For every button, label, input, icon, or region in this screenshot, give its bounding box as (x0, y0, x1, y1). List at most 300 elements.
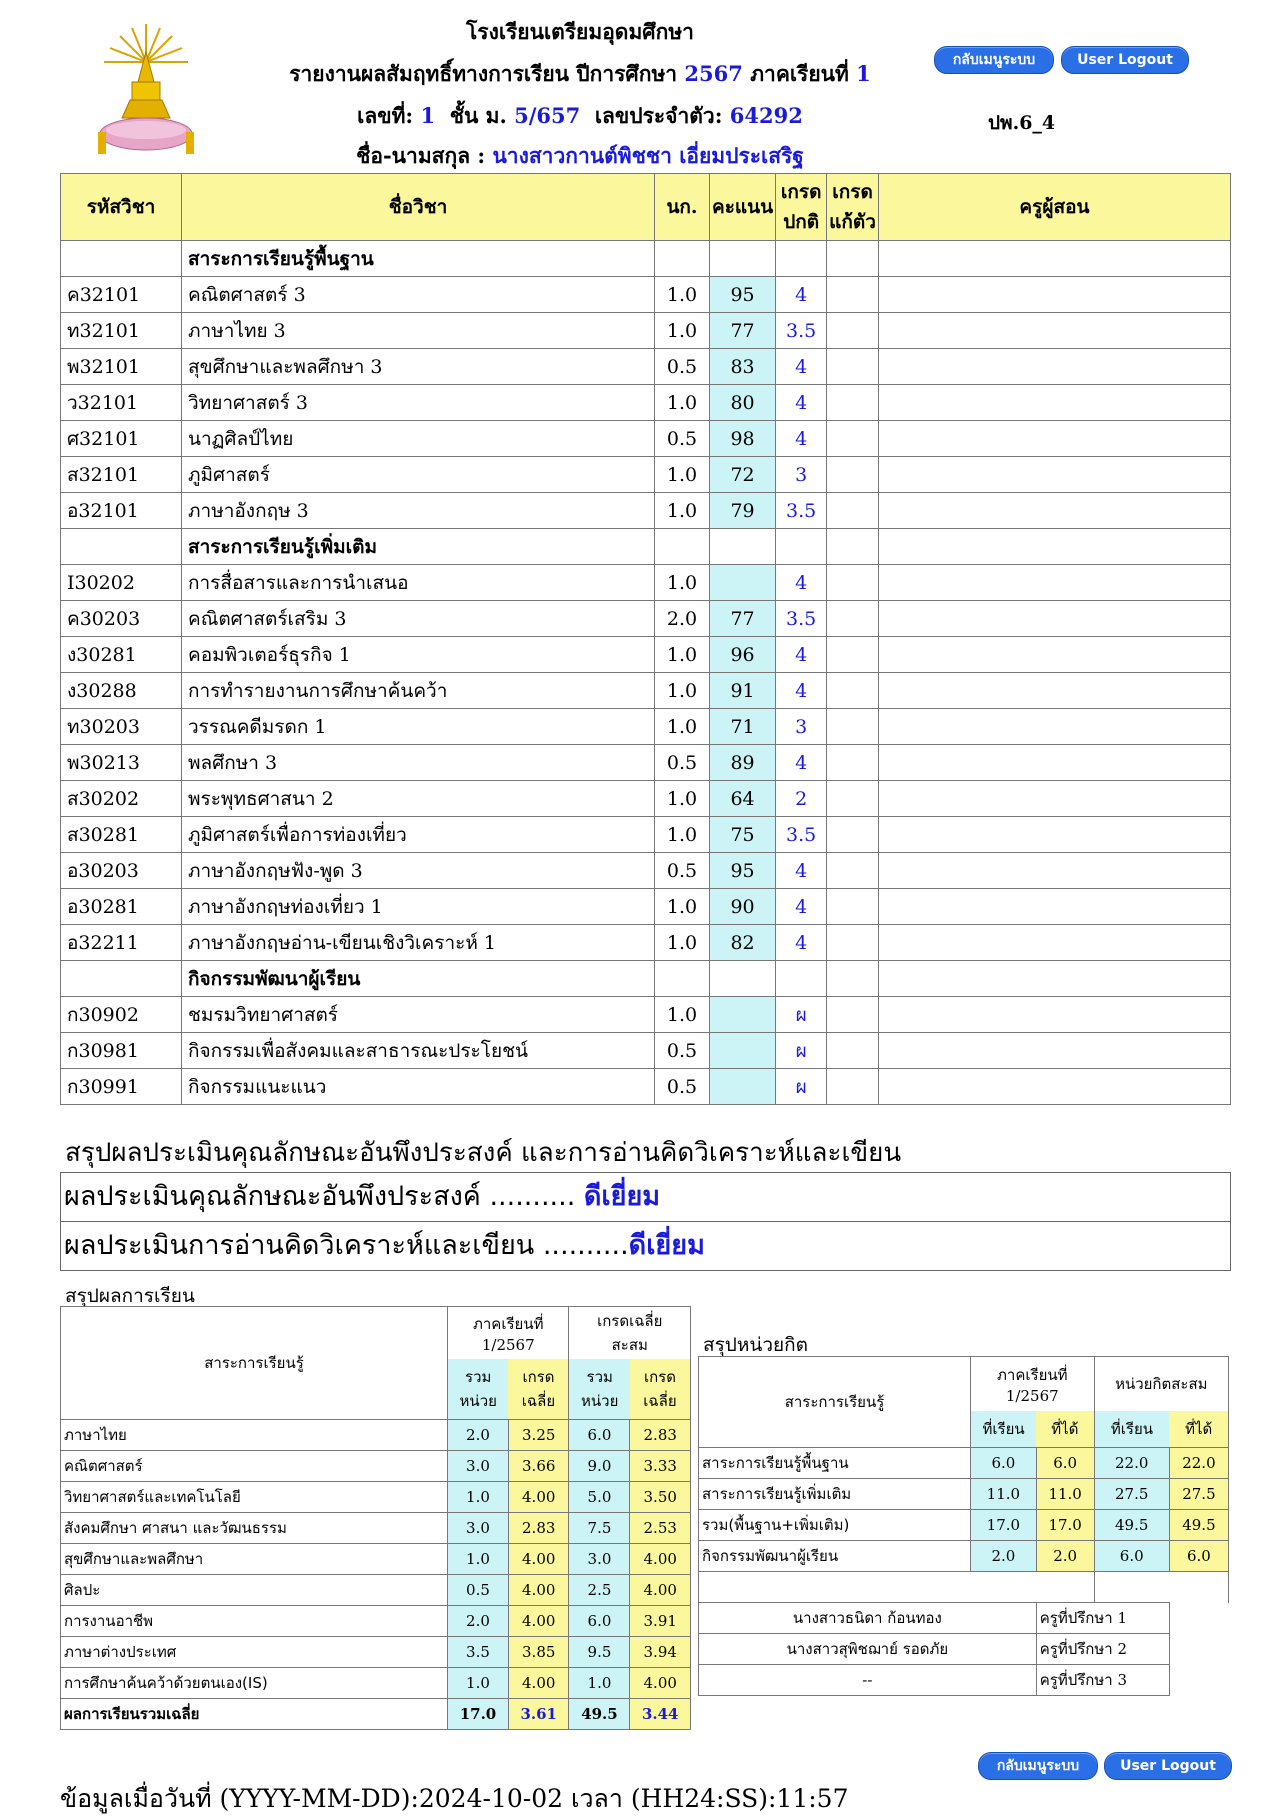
subject-score: 75 (710, 817, 776, 853)
summary-units: 3.5 (448, 1637, 509, 1668)
credits-cum-got: 27.5 (1169, 1479, 1228, 1510)
grades-table (60, 173, 1231, 1105)
summary-subject: การศึกษาค้นคว้าด้วยตนเอง(IS) (61, 1668, 448, 1699)
subject-grade-fix (827, 421, 879, 457)
group-label: สาระการเรียนรู้พื้นฐาน (182, 241, 655, 277)
subject-teacher (878, 997, 1230, 1033)
summary-cum-units: 3.0 (569, 1544, 630, 1575)
summary-subject: คณิตศาสตร์ (61, 1451, 448, 1482)
subject-row (61, 637, 1231, 673)
footer-back-to-menu-button[interactable]: กลับเมนูระบบ (978, 1752, 1098, 1780)
subject-row (61, 925, 1231, 961)
subject-row (61, 349, 1231, 385)
subject-code: ก30981 (61, 1033, 182, 1069)
summary-cum-units: 6.0 (569, 1420, 630, 1451)
subject-grade: 2 (776, 781, 827, 817)
subject-code: I30202 (61, 565, 182, 601)
school-name: โรงเรียนเตรียมอุดมศึกษา (466, 19, 694, 44)
advisor-empty (1169, 1603, 1228, 1634)
subject-teacher (878, 421, 1230, 457)
group-credit (655, 961, 710, 997)
summary-avg: 4.00 (508, 1482, 569, 1513)
subject-row (61, 745, 1231, 781)
evaluation-box (60, 1172, 1231, 1271)
subject-grade: ผ (776, 1033, 827, 1069)
subject-credit: 0.5 (655, 1069, 710, 1105)
advisor-empty (1169, 1665, 1228, 1696)
subject-code: ท30203 (61, 709, 182, 745)
credits-cum-study: 49.5 (1094, 1510, 1169, 1541)
credits-got: 11.0 (1036, 1479, 1094, 1510)
user-logout-button[interactable]: User Logout (1061, 46, 1189, 74)
subject-code: ศ32101 (61, 421, 182, 457)
subject-grade: ผ (776, 997, 827, 1033)
subject-row (61, 565, 1231, 601)
summary-cum-units: 7.5 (569, 1513, 630, 1544)
school-logo (92, 22, 200, 164)
summary-avg: 4.00 (508, 1668, 569, 1699)
advisor-row (699, 1634, 1229, 1665)
credits-got: 17.0 (1036, 1510, 1094, 1541)
summary-subject: ศิลปะ (61, 1575, 448, 1606)
subject-grade-fix (827, 637, 879, 673)
group-row (61, 961, 1231, 997)
summary-total-cum-units: 49.5 (569, 1699, 630, 1730)
advisor-role: ครูที่ปรึกษา 3 (1036, 1665, 1169, 1696)
summary-units: 3.0 (448, 1451, 509, 1482)
subject-credit: 0.5 (655, 853, 710, 889)
credits-cum-got: 49.5 (1169, 1510, 1228, 1541)
subject-name: ภาษาอังกฤษท่องเที่ยว 1 (182, 889, 655, 925)
subject-grade-fix (827, 1069, 879, 1105)
summary-sub-units: รวม หน่วย (448, 1359, 509, 1420)
credits-row (699, 1479, 1229, 1510)
col-credit: นก. (655, 174, 710, 241)
subject-row (61, 385, 1231, 421)
subject-name: ภาษาอังกฤษฟัง-พูด 3 (182, 853, 655, 889)
subject-credit: 1.0 (655, 637, 710, 673)
subject-row (61, 781, 1231, 817)
subject-row (61, 457, 1231, 493)
subject-grade: 3 (776, 457, 827, 493)
summary-col-subject: สาระการเรียนรู้ (61, 1307, 448, 1420)
summary-row (61, 1575, 691, 1606)
subject-code: อ30281 (61, 889, 182, 925)
subject-code: ส30281 (61, 817, 182, 853)
col-teacher: ครูผู้สอน (878, 174, 1230, 241)
summary-units: 2.0 (448, 1606, 509, 1637)
subject-score: 98 (710, 421, 776, 457)
summary-units: 0.5 (448, 1575, 509, 1606)
credits-cum-study: 22.0 (1094, 1448, 1169, 1479)
subject-teacher (878, 313, 1230, 349)
subject-teacher (878, 637, 1230, 673)
col-grade: เกรด ปกติ (776, 174, 827, 241)
subject-row (61, 817, 1231, 853)
subject-row (61, 421, 1231, 457)
subject-score: 95 (710, 853, 776, 889)
group-teacher (878, 961, 1230, 997)
group-score (710, 241, 776, 277)
subject-credit: 1.0 (655, 781, 710, 817)
subject-grade: 4 (776, 565, 827, 601)
group-grade (776, 241, 827, 277)
summary-avg: 3.66 (508, 1451, 569, 1482)
summary-table (60, 1306, 691, 1730)
credits-cum-got: 22.0 (1169, 1448, 1228, 1479)
credits-cum-got: 6.0 (1169, 1541, 1228, 1572)
summary-avg: 3.85 (508, 1637, 569, 1668)
advisor-name: นางสาวธนิดา ก้อนทอง (699, 1603, 1037, 1634)
summary-cum-avg: 3.94 (630, 1637, 691, 1668)
subject-grade: 4 (776, 637, 827, 673)
subject-name: คณิตศาสตร์ 3 (182, 277, 655, 313)
subject-code: ค30203 (61, 601, 182, 637)
credits-study: 2.0 (971, 1541, 1037, 1572)
subject-credit: 1.0 (655, 385, 710, 421)
subject-grade-fix (827, 601, 879, 637)
subject-teacher (878, 745, 1230, 781)
subject-score: 77 (710, 601, 776, 637)
summary-units: 1.0 (448, 1544, 509, 1575)
credits-subject: สาระการเรียนรู้เพิ่มเติม (699, 1479, 971, 1510)
summary-cum-units: 1.0 (569, 1668, 630, 1699)
credits-sub-cum-study: ที่เรียน (1094, 1411, 1169, 1448)
evaluation-heading: สรุปผลประเมินคุณลักษณะอันพึงประสงค์ และการอ่านคิดวิเคราะห์และเขียน (65, 1138, 902, 1168)
subject-name: ชมรมวิทยาศาสตร์ (182, 997, 655, 1033)
group-grade (776, 529, 827, 565)
subject-score (710, 997, 776, 1033)
subject-credit: 1.0 (655, 817, 710, 853)
report-title: รายงานผลสัมฤทธิ์ทางการเรียน ปีการศึกษา 2567 ภาคเรียนที่ 1 (289, 61, 871, 86)
credits-got: 6.0 (1036, 1448, 1094, 1479)
advisor-row (699, 1603, 1229, 1634)
subject-credit: 0.5 (655, 349, 710, 385)
subject-grade-fix (827, 925, 879, 961)
group-code (61, 529, 182, 565)
subject-code: ส30202 (61, 781, 182, 817)
subject-name: ภูมิศาสตร์ (182, 457, 655, 493)
subject-name: พลศึกษา 3 (182, 745, 655, 781)
advisor-name: นางสาวสุพิชฌาย์ รอดภัย (699, 1634, 1037, 1665)
subject-row (61, 1033, 1231, 1069)
subject-credit: 1.0 (655, 925, 710, 961)
summary-sub-cum-avg: เกรด เฉลี่ย (630, 1359, 691, 1420)
evaluation-row-attributes: ผลประเมินคุณลักษณะอันพึงประสงค์ .......... ดีเยี่ยม (61, 1173, 1230, 1222)
subject-teacher (878, 889, 1230, 925)
subject-score: 77 (710, 313, 776, 349)
subject-name: ภาษาไทย 3 (182, 313, 655, 349)
subject-grade-fix (827, 1033, 879, 1069)
subject-grade: 3.5 (776, 493, 827, 529)
summary-units: 3.0 (448, 1513, 509, 1544)
summary-units: 1.0 (448, 1668, 509, 1699)
subject-row (61, 1069, 1231, 1105)
credits-subject: กิจกรรมพัฒนาผู้เรียน (699, 1541, 971, 1572)
subject-grade-fix (827, 853, 879, 889)
subject-grade: 3.5 (776, 817, 827, 853)
subject-code: อ32101 (61, 493, 182, 529)
group-grade (776, 961, 827, 997)
advisor-name: -- (699, 1665, 1037, 1696)
col-grade-fix: เกรด แก้ตัว (827, 174, 879, 241)
subject-row (61, 709, 1231, 745)
subject-credit: 0.5 (655, 745, 710, 781)
subject-code: พ30213 (61, 745, 182, 781)
col-score: คะแนน (710, 174, 776, 241)
advisor-row (699, 1665, 1229, 1696)
group-credit (655, 241, 710, 277)
subject-code: ง30288 (61, 673, 182, 709)
credits-subject: รวม(พื้นฐาน+เพิ่มเติม) (699, 1510, 971, 1541)
student-name: ชื่อ-นามสกุล : นางสาวกานต์พิชชา เอี่ยมประเสริฐ (356, 143, 804, 168)
summary-row (61, 1420, 691, 1451)
subject-credit: 1.0 (655, 673, 710, 709)
subject-grade: 4 (776, 421, 827, 457)
summary-cum-avg: 2.83 (630, 1420, 691, 1451)
subject-credit: 1.0 (655, 457, 710, 493)
summary-subject: ภาษาไทย (61, 1420, 448, 1451)
summary-cum-avg: 3.50 (630, 1482, 691, 1513)
subject-teacher (878, 1069, 1230, 1105)
footer-user-logout-button[interactable]: User Logout (1104, 1752, 1232, 1780)
subject-code: ก30991 (61, 1069, 182, 1105)
subject-credit: 0.5 (655, 1033, 710, 1069)
subject-grade: 4 (776, 745, 827, 781)
subject-teacher (878, 925, 1230, 961)
summary-subject: การงานอาชีพ (61, 1606, 448, 1637)
subject-grade-fix (827, 457, 879, 493)
subject-credit: 1.0 (655, 997, 710, 1033)
subject-grade-fix (827, 817, 879, 853)
group-grade-fix (827, 529, 879, 565)
subject-grade: 4 (776, 349, 827, 385)
subject-score: 64 (710, 781, 776, 817)
summary-col-cum: เกรดเฉลี่ย สะสม (569, 1307, 691, 1359)
summary-cum-avg: 4.00 (630, 1668, 691, 1699)
group-teacher (878, 241, 1230, 277)
subject-grade-fix (827, 493, 879, 529)
summary-sub-avg: เกรด เฉลี่ย (508, 1359, 569, 1420)
subject-teacher (878, 1033, 1230, 1069)
credits-row (699, 1541, 1229, 1572)
group-score (710, 529, 776, 565)
subject-name: สุขศึกษาและพลศึกษา 3 (182, 349, 655, 385)
subject-grade: 3.5 (776, 601, 827, 637)
summary-row (61, 1451, 691, 1482)
subject-score: 79 (710, 493, 776, 529)
summary-row (61, 1513, 691, 1544)
subject-teacher (878, 709, 1230, 745)
subject-name: กิจกรรมเพื่อสังคมและสาธารณะประโยชน์ (182, 1033, 655, 1069)
subject-credit: 2.0 (655, 601, 710, 637)
form-code: ปพ.6_4 (988, 112, 1056, 134)
subject-grade-fix (827, 745, 879, 781)
col-code: รหัสวิชา (61, 174, 182, 241)
group-grade-fix (827, 961, 879, 997)
subject-teacher (878, 493, 1230, 529)
subject-teacher (878, 781, 1230, 817)
col-subject: ชื่อวิชา (182, 174, 655, 241)
subject-code: ท32101 (61, 313, 182, 349)
summary-total-label: ผลการเรียนรวมเฉลี่ย (61, 1699, 448, 1730)
credits-col-subject: สาระการเรียนรู้ (699, 1357, 971, 1448)
group-code (61, 241, 182, 277)
subject-score (710, 565, 776, 601)
credits-row (699, 1448, 1229, 1479)
subject-grade-fix (827, 709, 879, 745)
subject-teacher (878, 565, 1230, 601)
subject-score: 91 (710, 673, 776, 709)
credits-cum-study: 27.5 (1094, 1479, 1169, 1510)
subject-row (61, 277, 1231, 313)
subject-score: 83 (710, 349, 776, 385)
group-teacher (878, 529, 1230, 565)
credits-sub-cum-got: ที่ได้ (1169, 1411, 1228, 1448)
subject-row (61, 313, 1231, 349)
credits-sub-got: ที่ได้ (1036, 1411, 1094, 1448)
group-row (61, 529, 1231, 565)
summary-units: 2.0 (448, 1420, 509, 1451)
subject-row (61, 601, 1231, 637)
summary-cum-units: 9.0 (569, 1451, 630, 1482)
subject-code: ค32101 (61, 277, 182, 313)
subject-name: กิจกรรมแนะแนว (182, 1069, 655, 1105)
summary-cum-units: 9.5 (569, 1637, 630, 1668)
subject-teacher (878, 385, 1230, 421)
summary-subject: วิทยาศาสตร์และเทคโนโลยี (61, 1482, 448, 1513)
subject-grade: 4 (776, 889, 827, 925)
group-code (61, 961, 182, 997)
subject-name: วรรณคดีมรดก 1 (182, 709, 655, 745)
student-info: เลขที่: 1 ชั้น ม. 5/657 เลขประจำตัว: 64292 (357, 103, 803, 128)
subject-credit: 1.0 (655, 889, 710, 925)
data-timestamp: ข้อมูลเมื่อวันที่ (YYYY-MM-DD):2024-10-02 เวลา (HH24:SS):11:57 (60, 1784, 849, 1813)
subject-code: ง30281 (61, 637, 182, 673)
credits-sub-study: ที่เรียน (971, 1411, 1037, 1448)
summary-units: 1.0 (448, 1482, 509, 1513)
credits-cum-study: 6.0 (1094, 1541, 1169, 1572)
subject-score: 82 (710, 925, 776, 961)
subject-name: ภาษาอังกฤษอ่าน-เขียนเชิงวิเคราะห์ 1 (182, 925, 655, 961)
subject-grade-fix (827, 997, 879, 1033)
subject-code: พ32101 (61, 349, 182, 385)
group-grade-fix (827, 241, 879, 277)
summary-subject: สังคมศึกษา ศาสนา และวัฒนธรรม (61, 1513, 448, 1544)
summary-cum-units: 2.5 (569, 1575, 630, 1606)
summary-avg: 4.00 (508, 1544, 569, 1575)
subject-code: ส32101 (61, 457, 182, 493)
subject-grade: ผ (776, 1069, 827, 1105)
summary-cum-avg: 2.53 (630, 1513, 691, 1544)
subject-code: ว32101 (61, 385, 182, 421)
back-to-menu-button[interactable]: กลับเมนูระบบ (934, 46, 1054, 74)
credits-study: 6.0 (971, 1448, 1037, 1479)
summary-total-units: 17.0 (448, 1699, 509, 1730)
subject-grade: 4 (776, 925, 827, 961)
subject-row (61, 493, 1231, 529)
evaluation-row-reading: ผลประเมินการอ่านคิดวิเคราะห์และเขียน ..........ดีเยี่ยม (64, 1230, 705, 1261)
credits-study: 17.0 (971, 1510, 1037, 1541)
subject-score: 72 (710, 457, 776, 493)
summary-row (61, 1668, 691, 1699)
subject-grade-fix (827, 349, 879, 385)
subject-name: การทำรายงานการศึกษาค้นคว้า (182, 673, 655, 709)
group-row (61, 241, 1231, 277)
summary-subject: ภาษาต่างประเทศ (61, 1637, 448, 1668)
subject-score: 89 (710, 745, 776, 781)
subject-row (61, 889, 1231, 925)
summary-title: สรุปผลการเรียน (65, 1285, 195, 1307)
advisor-empty (1169, 1634, 1228, 1665)
summary-total-avg: 3.61 (508, 1699, 569, 1730)
subject-name: คณิตศาสตร์เสริม 3 (182, 601, 655, 637)
summary-sub-cum-units: รวม หน่วย (569, 1359, 630, 1420)
subject-grade-fix (827, 781, 879, 817)
credits-spacer (699, 1572, 1095, 1603)
credits-title: สรุปหน่วยกิต (703, 1334, 809, 1356)
credits-subject: สาระการเรียนรู้พื้นฐาน (699, 1448, 971, 1479)
subject-name: ภูมิศาสตร์เพื่อการท่องเที่ยว (182, 817, 655, 853)
subject-grade: 3.5 (776, 313, 827, 349)
subject-teacher (878, 601, 1230, 637)
advisor-role: ครูที่ปรึกษา 2 (1036, 1634, 1169, 1665)
subject-row (61, 997, 1231, 1033)
summary-row (61, 1482, 691, 1513)
summary-cum-avg: 3.91 (630, 1606, 691, 1637)
subject-grade: 4 (776, 385, 827, 421)
summary-subject: สุขศึกษาและพลศึกษา (61, 1544, 448, 1575)
summary-total-row (61, 1699, 691, 1730)
subject-grade: 4 (776, 853, 827, 889)
summary-avg: 2.83 (508, 1513, 569, 1544)
subject-score: 96 (710, 637, 776, 673)
subject-grade-fix (827, 673, 879, 709)
summary-cum-avg: 4.00 (630, 1544, 691, 1575)
subject-credit: 1.0 (655, 493, 710, 529)
subject-grade: 4 (776, 277, 827, 313)
subject-teacher (878, 349, 1230, 385)
summary-col-term: ภาคเรียนที่ 1/2567 (448, 1307, 569, 1359)
summary-cum-units: 6.0 (569, 1606, 630, 1637)
summary-cum-units: 5.0 (569, 1482, 630, 1513)
credits-row (699, 1510, 1229, 1541)
subject-score: 90 (710, 889, 776, 925)
subject-credit: 1.0 (655, 709, 710, 745)
credits-table (698, 1356, 1229, 1696)
summary-avg: 4.00 (508, 1606, 569, 1637)
subject-name: พระพุทธศาสนา 2 (182, 781, 655, 817)
credits-spacer-right (1094, 1572, 1228, 1603)
group-label: สาระการเรียนรู้เพิ่มเติม (182, 529, 655, 565)
subject-row (61, 673, 1231, 709)
subject-name: การสื่อสารและการนำเสนอ (182, 565, 655, 601)
summary-avg: 3.25 (508, 1420, 569, 1451)
subject-grade: 4 (776, 673, 827, 709)
subject-grade-fix (827, 565, 879, 601)
subject-grade-fix (827, 889, 879, 925)
subject-score (710, 1069, 776, 1105)
group-score (710, 961, 776, 997)
summary-total-cum-avg: 3.44 (630, 1699, 691, 1730)
advisor-role: ครูที่ปรึกษา 1 (1036, 1603, 1169, 1634)
group-credit (655, 529, 710, 565)
summary-avg: 4.00 (508, 1575, 569, 1606)
subject-teacher (878, 673, 1230, 709)
credits-col-term: ภาคเรียนที่ 1/2567 (971, 1357, 1095, 1411)
subject-code: อ32211 (61, 925, 182, 961)
subject-teacher (878, 853, 1230, 889)
